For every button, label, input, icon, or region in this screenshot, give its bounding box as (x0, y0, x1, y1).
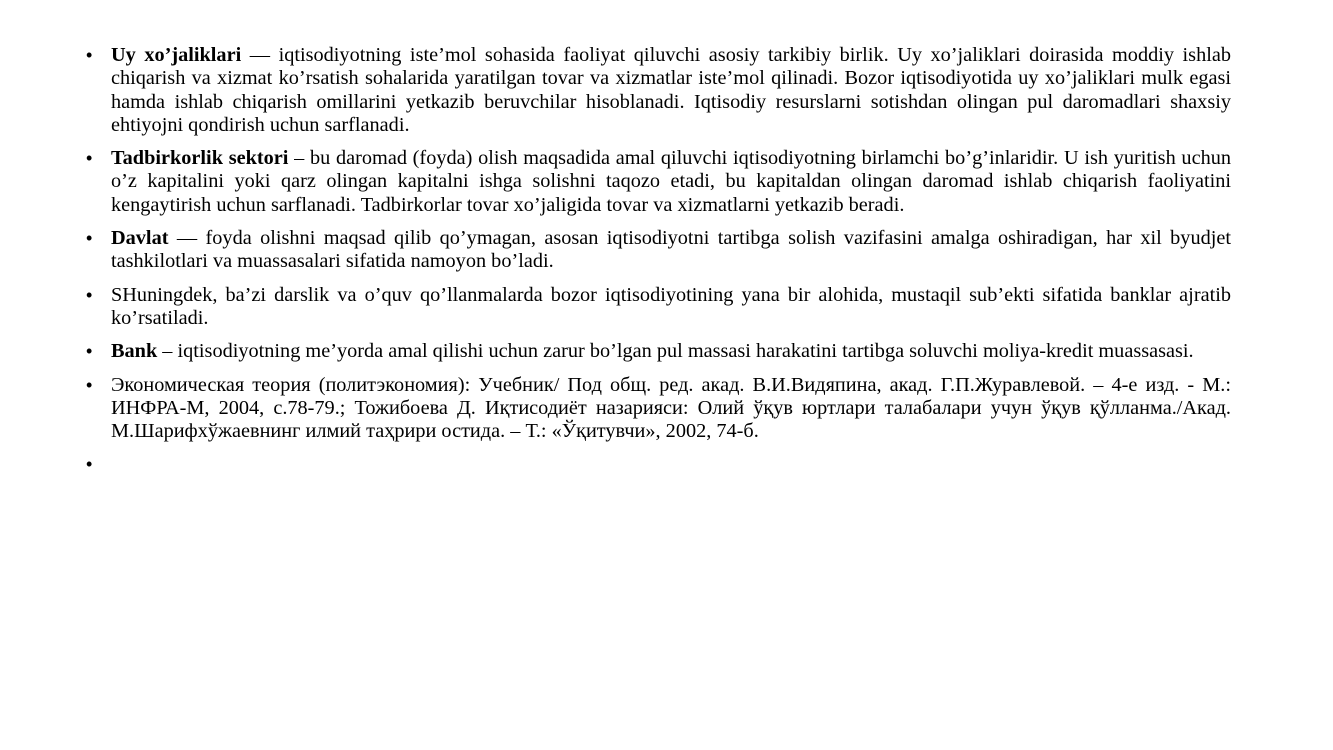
term-heading: Uy xo’jaliklari (111, 44, 242, 66)
empty-list-item (86, 453, 1231, 476)
item-text: — iqtisodiyotning iste’mol sohasida faoliyat qiluvchi asosiy tarkibiy birlik. Uy xo’jaliklari doirasida moddiy ishlab chiqarish va xizmat ko’rsatish sohalarida yaratilgan tovar va xizmatlar iste’mol qilinadi. Bozor iqtisodiyotida uy xo’jaliklari mulk egasi hamda ishlab chiqarish omillarini yetkazib beruvchilar hisoblanadi. Iqtisodiy resurslarni sotishdan olingan pul daromadlari shaxsiy ehtiyojni qondirish uchun sarflanadi. (111, 44, 1231, 136)
bullet-icon: • (86, 45, 93, 65)
list-item (86, 340, 1231, 363)
bullet-icon: • (86, 341, 93, 362)
bullet-icon: • (86, 148, 93, 169)
item-text: Экономическая теория (политэкономия): Учебник/ Под общ. ред. акад. В.И.Видяпина, акад. Г.П.Журавлевой. – 4-е изд. - М.: ИНФРА-М, 2004, с.78-79.; Тожибоева Д. Иқтисодиёт назарияси: Олий ўқув юртлари талабалари учун ўқув қўлланма./Акад. М.Шарифхўжаевнинг илмий таҳрири остида. – Т.: «Ўқитувчи», 2002, 74-б. (111, 373, 1231, 443)
bullet-icon: • (86, 284, 93, 305)
bullet-list (86, 44, 1231, 487)
list-item (86, 147, 1231, 217)
list-item (86, 227, 1231, 274)
item-text: SHuningdek, ba’zi darslik va o’quv qo’llanmalarda bozor iqtisodiyotining yana bir alohida, mustaqil sub’ekti sifatida banklar ajratib ko’rsatiladi. (111, 283, 1231, 329)
item-text: – bu daromad (foyda) olish maqsadida amal qiluvchi iqtisodiyotning birlamchi bo’g’inlaridir. U ish yuritish uchun o’z kapitalini yoki qarz olingan kapitalni ishga solishni taqozo etadi, bu kapitaldan olingan daromad ishlab chiqarish faoliyatini kengaytirish uchun sarflanadi. Tadbirkorlar tovar xo’jaligida tovar va xizmatlarni yetkazib beradi. (111, 147, 1231, 216)
list-item (86, 374, 1231, 444)
bullet-icon: • (86, 454, 93, 475)
item-text: — foyda olishni maqsad qilib qo’ymagan, asosan iqtisodiyotni tartibga solish vazifasini amalga oshiradigan, har xil byudjet tashkilotlari va muassasalari sifatida namoyon bo’ladi. (111, 227, 1231, 273)
list-item (86, 284, 1231, 331)
term-heading: Davlat (111, 227, 169, 250)
term-heading: Bank (111, 340, 158, 363)
item-text: – iqtisodiyotning me’yorda amal qilishi uchun zarur bo’lgan pul massasi harakatini tartibga soluvchi moliya-kredit muassasasi. (157, 340, 1194, 363)
bullet-icon: • (86, 374, 93, 395)
term-heading: Tadbirkorlik sektori (111, 147, 289, 170)
bullet-icon: • (86, 228, 93, 249)
list-item (86, 44, 1231, 137)
